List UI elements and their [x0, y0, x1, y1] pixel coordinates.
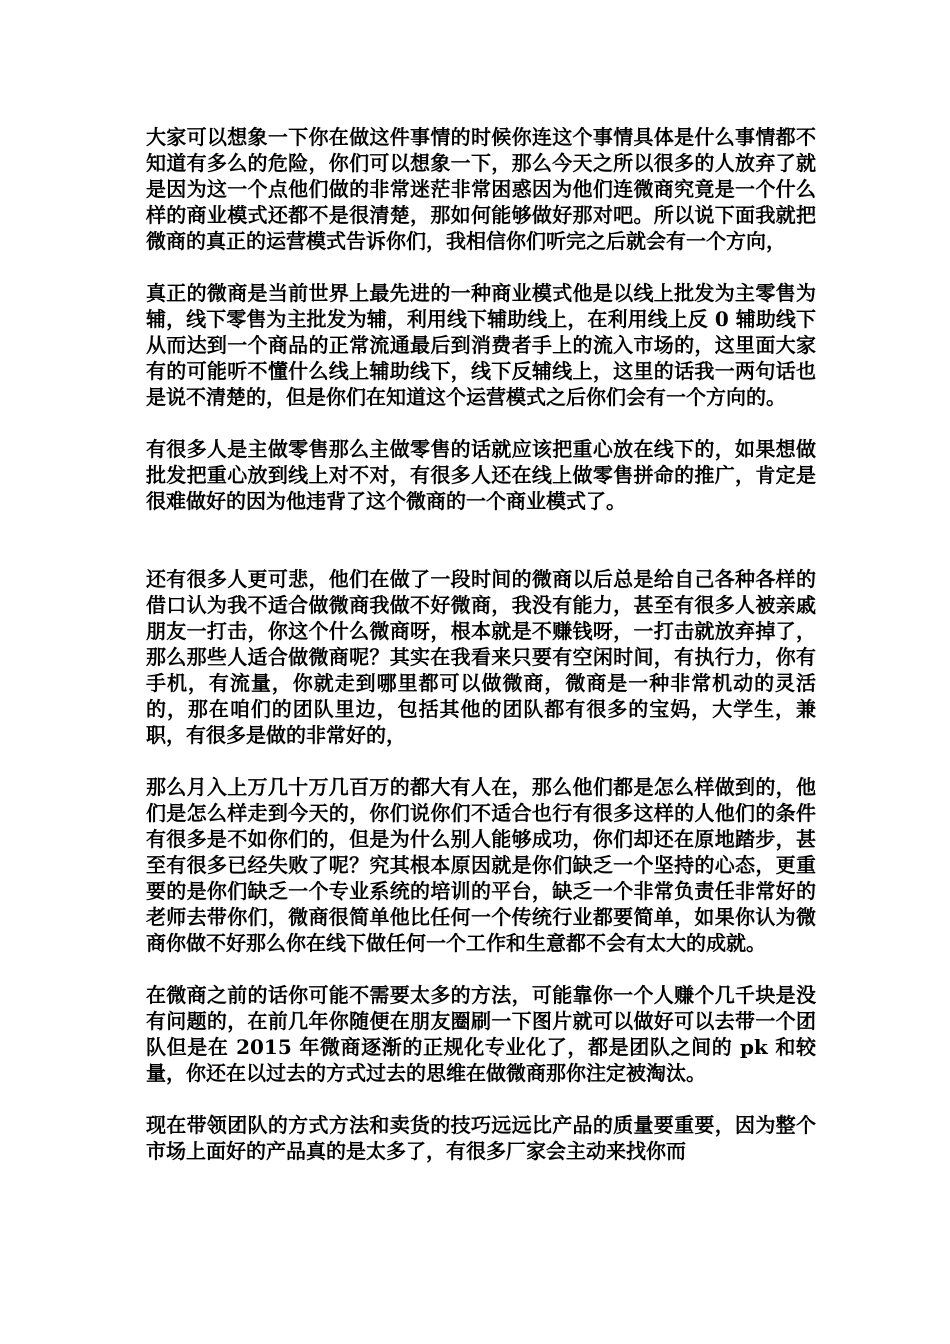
paragraph-3: 有很多人是主做零售那么主做零售的话就应该把重心放在线下的，如果想做批发把重心放到线上对不对，有很多人还在线上做零售拼命的推广，肯定是很难做好的因为他违背了这个微商的一个商业模式了。 [146, 437, 816, 513]
paragraph-4: 还有很多人更可悲，他们在做了一段时间的微商以后总是给自己各种各样的借口认为我不适合做微商我做不好微商，我没有能力，甚至有很多人被亲戚朋友一打击，你这个什么微商呀，根本就是不赚钱呀，一打击就放弃掉了，那么那些人适合做微商呢？其实在我看来只要有空闲时间，有执行力，你有手机，有流量，你就走到哪里都可以做微商，微商是一种非常机动的灵活的，那在咱们的团队里边，包括其他的团队都有很多的宝妈，大学生，兼职，有很多是做的非常好的， [146, 567, 816, 747]
paragraph-6: 在微商之前的话你可能不需要太多的方法，可能靠你一个人赚个几千块是没有问题的，在前几年你随便在朋友圈刷一下图片就可以做好可以去带一个团队但是在 2015 年微商逐渐的正规化专业化了，都是团队之间的 pk 和较量，你还在以过去的方式过去的思维在做微商那你注定被淘汰。 [146, 983, 816, 1085]
paragraph-spacer [146, 254, 816, 280]
document-body [146, 124, 816, 1164]
paragraph-5: 那么月入上万几十万几百万的都大有人在，那么他们都是怎么样做到的，他们是怎么样走到今天的，你们说你们不适合也行有很多这样的人他们的条件有很多是不如你们的，但是为什么别人能够成功，你们却还在原地踏步，甚至有很多已经失败了呢？究其根本原因就是你们缺乏一个坚持的心态，更重要的是你们缺乏一个专业系统的培训的平台，缺乏一个非常负责任非常好的老师去带你们，微商很简单他比任何一个传统行业都要简单，如果你认为微商你做不好那么你在线下做任何一个工作和生意都不会有太大的成就。 [146, 775, 816, 955]
paragraph-spacer-double [146, 514, 816, 566]
paragraph-spacer [146, 748, 816, 774]
paragraph-spacer [146, 410, 816, 436]
paragraph-1: 大家可以想象一下你在做这件事情的时候你连这个事情具体是什么事情都不知道有多么的危险，你们可以想象一下，那么今天之所以很多的人放弃了就是因为这一个点他们做的非常迷茫非常困惑因为他们连微商究竟是一个什么样的商业模式还都不是很清楚，那如何能够做好那对吧。所以说下面我就把微商的真正的运营模式告诉你们，我相信你们听完之后就会有一个方向， [146, 125, 816, 253]
paragraph-spacer [146, 1086, 816, 1112]
paragraph-7: 现在带领团队的方式方法和卖货的技巧远远比产品的质量要重要，因为整个市场上面好的产品真的是太多了，有很多厂家会主动来找你而 [146, 1113, 816, 1163]
paragraph-2: 真正的微商是当前世界上最先进的一种商业模式他是以线上批发为主零售为辅，线下零售为主批发为辅，利用线下辅助线上，在利用线上反 0 辅助线下从而达到一个商品的正常流通最后到消费者手上的流入市场的，这里面大家有的可能听不懂什么线上辅助线下，线下反辅线上，这里的话我一两句话也是说不清楚的，但是你们在知道这个运营模式之后你们会有一个方向的。 [146, 281, 816, 409]
paragraph-spacer [146, 956, 816, 982]
